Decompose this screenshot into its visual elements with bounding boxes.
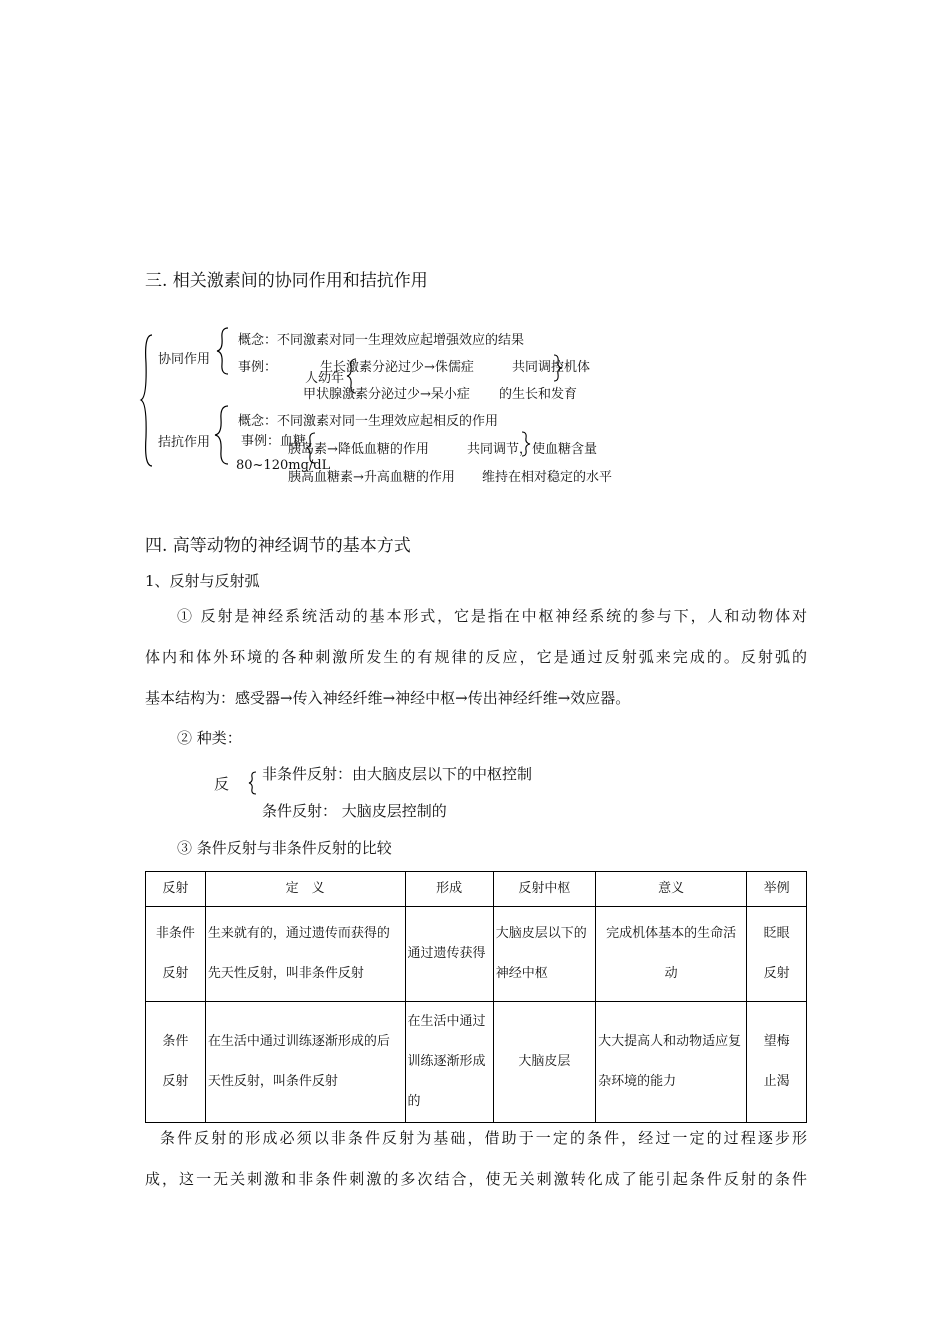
table-header-cell: 举例 — [747, 872, 807, 907]
kind-unconditioned: 非条件反射：由大脑皮层以下的中枢控制 — [262, 765, 533, 783]
paragraph-reflex-line1: ① 反射是神经系统活动的基本形式，它是指在中枢神经系统的参与下，人和动物体对 — [177, 607, 807, 625]
antagonism-label: 拮抗作用 — [158, 435, 211, 450]
synergy-item2: 甲状腺激素分泌过少→呆小症 — [303, 387, 470, 402]
antagonism-item1: 胰岛素→降低血糖的作用 — [288, 442, 429, 457]
table-cell-center: 大脑皮层以下的神经中枢 — [493, 907, 595, 1002]
compare-title: ③ 条件反射与非条件反射的比较 — [177, 839, 392, 857]
synergy-joint1: 共同调控机体 — [512, 360, 591, 375]
comparison-table — [145, 871, 807, 1123]
antagonism-concept: 概念：不同激素对同一生理效应起相反的作用 — [238, 414, 499, 429]
outer-brace-icon — [140, 333, 154, 468]
table-header-cell: 反射 — [146, 872, 206, 907]
subheading-reflex: 1、反射与反射弧 — [145, 572, 260, 590]
synergy-concept: 概念：不同激素对同一生理效应起增强效应的结果 — [238, 333, 525, 348]
table-row — [146, 1002, 807, 1123]
table-cell-formation: 在生活中通过训练逐渐形成的 — [405, 1002, 493, 1123]
table-cell-example: 望梅止渴 — [747, 1002, 807, 1123]
section4-heading: 四. 高等动物的神经调节的基本方式 — [145, 536, 411, 556]
table-cell-center: 大脑皮层 — [493, 1002, 595, 1123]
table-cell-type: 非条件反射 — [146, 907, 206, 1002]
table-row — [146, 907, 807, 1002]
table-cell-meaning: 大大提高人和动物适应复杂环境的能力 — [596, 1002, 747, 1123]
antagonism-right-brace-icon — [521, 430, 531, 458]
table-cell-meaning: 完成机体基本的生命活动 — [596, 907, 747, 1002]
paragraph-conditioned-line2: 成，这一无关刺激和非条件刺激的多次结合，使无关刺激转化成了能引起条件反射的条件 — [145, 1170, 807, 1188]
synergy-item1: 生长激素分泌过少→侏儒症 — [320, 360, 474, 375]
table-header-cell: 反射中枢 — [493, 872, 595, 907]
table-cell-type: 条件反射 — [146, 1002, 206, 1123]
antagonism-joint1: 共同调节，使血糖含量 — [467, 442, 598, 457]
table-header-row — [146, 872, 807, 907]
synergy-brace-icon — [216, 326, 230, 376]
paragraph-conditioned-line1: 条件反射的形成必须以非条件反射为基础，借助于一定的条件，经过一定的过程逐步形 — [160, 1129, 807, 1147]
synergy-person: 人幼年 — [305, 371, 345, 386]
table-header-cell: 形成 — [405, 872, 493, 907]
kind-conditioned: 条件反射： 大脑皮层控制的 — [262, 802, 447, 820]
antagonism-example-label: 事例：血糖 — [241, 434, 307, 449]
synergy-label: 协同作用 — [158, 352, 211, 367]
antagonism-brace-icon — [214, 404, 230, 466]
section3-heading: 三. 相关激素间的协同作用和拮抗作用 — [145, 271, 428, 291]
paragraph-reflex-line2: 体内和体外环境的各种刺激所发生的有规律的反应，它是通过反射弧来完成的。反射弧的 — [145, 648, 807, 666]
table-header-cell: 定 义 — [205, 872, 405, 907]
antagonism-item2: 胰高血糖素→升高血糖的作用 — [288, 470, 455, 485]
synergy-example-label: 事例： — [238, 360, 278, 375]
reflex-char: 反 — [214, 775, 230, 793]
synergy-joint2: 的生长和发育 — [499, 387, 578, 402]
antagonism-value: 80~120mg/dL — [236, 458, 331, 473]
antagonism-joint2: 维持在相对稳定的水平 — [482, 470, 613, 485]
table-cell-example: 眨眼反射 — [747, 907, 807, 1002]
synergy-right-brace-icon — [553, 353, 563, 383]
kinds-brace-icon — [248, 770, 258, 796]
table-cell-definition: 在生活中通过训练逐渐形成的后天性反射，叫条件反射 — [205, 1002, 405, 1123]
table-cell-formation: 通过遗传获得 — [405, 907, 493, 1002]
kinds-label: ② 种类： — [177, 729, 242, 747]
table-header-cell: 意义 — [596, 872, 747, 907]
table-cell-definition: 生来就有的，通过遗传而获得的先天性反射，叫非条件反射 — [205, 907, 405, 1002]
paragraph-reflex-line3: 基本结构为：感受器→传入神经纤维→神经中枢→传出神经纤维→效应器。 — [145, 689, 631, 707]
